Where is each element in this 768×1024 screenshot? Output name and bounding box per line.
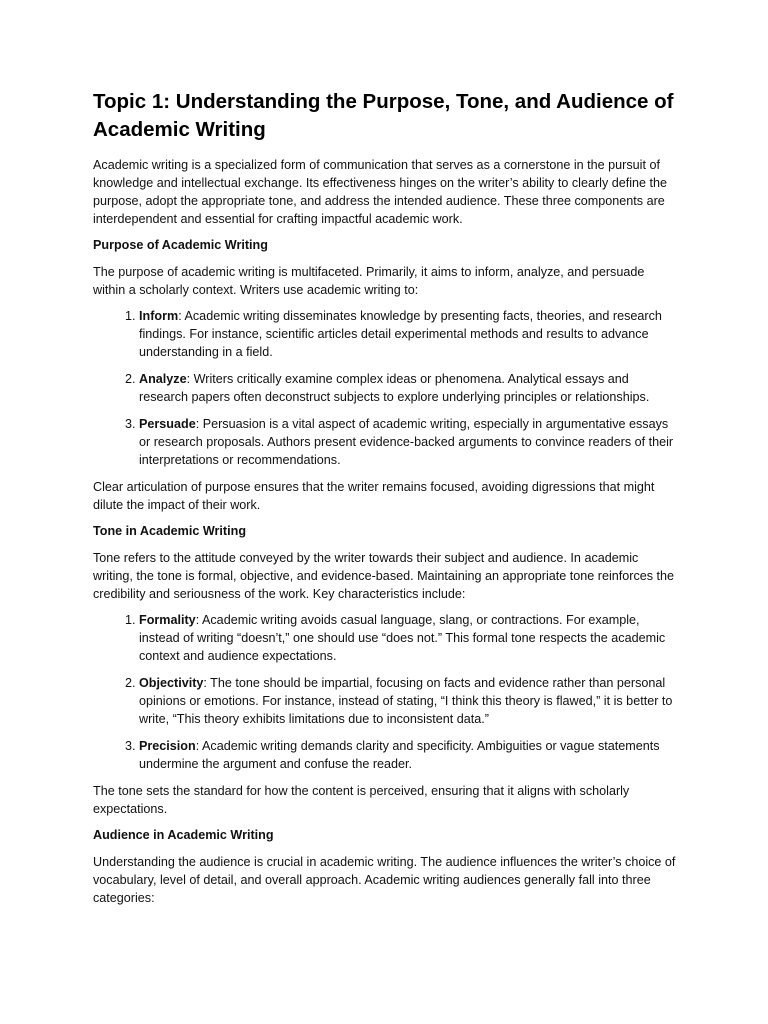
list-item-text: : Academic writing avoids casual language, slang, or contractions. For example, instead of writing “doesn’t,” one should use “does not.” This formal tone respects the academic context and audience expectations. (139, 613, 666, 663)
list-item-term: Objectivity (139, 676, 204, 690)
list-item-text: : Persuasion is a vital aspect of academic writing, especially in argumentative essays or research proposals. Authors present evidence-backed arguments to convince readers of their interpretations or recommendations. (139, 417, 674, 467)
intro-paragraph: Academic writing is a specialized form of communication that serves as a cornerstone in the pursuit of knowledge and intellectual exchange. Its effectiveness hinges on the writer’s ability to clearly define the purpose, adopt the appropriate tone, and address the intended audience. These three components are interdependent and essential for crafting impactful academic work. (93, 158, 668, 226)
purpose-conclusion: Clear articulation of purpose ensures that the writer remains focused, avoiding digressions that might dilute the impact of their work. (93, 480, 655, 512)
purpose-list (93, 307, 676, 469)
list-item-text: : Writers critically examine complex ideas or phenomena. Analytical essays and research papers often deconstruct subjects to explore underlying principles or relationships. (139, 372, 650, 404)
list-item (139, 674, 676, 728)
audience-heading: Audience in Academic Writing (93, 828, 274, 842)
list-item-term: Persuade (139, 417, 196, 431)
document-title: Topic 1: Understanding the Purpose, Tone, and Audience of Academic Writing (93, 90, 674, 141)
tone-list (93, 611, 676, 773)
tone-conclusion: The tone sets the standard for how the content is perceived, ensuring that it aligns with scholarly expectations. (93, 784, 630, 816)
list-item (139, 415, 676, 469)
tone-intro: Tone refers to the attitude conveyed by the writer towards their subject and audience. In academic writing, the tone is formal, objective, and evidence-based. Maintaining an appropriate tone reinforces the credibility and seriousness of the work. Key characteristics include: (93, 551, 675, 601)
list-item-text: : Academic writing demands clarity and specificity. Ambiguities or vague statements undermine the argument and confuse the reader. (139, 739, 660, 771)
list-item (139, 737, 676, 773)
list-item-term: Formality (139, 613, 196, 627)
list-item-term: Inform (139, 309, 179, 323)
list-item-text: : The tone should be impartial, focusing on facts and evidence rather than personal opinions or emotions. For instance, instead of stating, “I think this theory is flawed,” it is better to write, “This theory exhibits limitations due to inconsistent data.” (139, 676, 673, 726)
list-item (139, 611, 676, 665)
purpose-intro: The purpose of academic writing is multifaceted. Primarily, it aims to inform, analyze, and persuade within a scholarly context. Writers use academic writing to: (93, 265, 645, 297)
list-item-term: Analyze (139, 372, 187, 386)
list-item (139, 370, 676, 406)
list-item (139, 307, 676, 361)
tone-heading: Tone in Academic Writing (93, 524, 247, 538)
audience-intro: Understanding the audience is crucial in academic writing. The audience influences the writer’s choice of vocabulary, level of detail, and overall approach. Academic writing audiences generally fall into three categories: (93, 855, 676, 905)
list-item-term: Precision (139, 739, 196, 753)
list-item-text: : Academic writing disseminates knowledge by presenting facts, theories, and research findings. For instance, scientific articles detail experimental methods and results to advance understanding in a field. (139, 309, 662, 359)
purpose-heading: Purpose of Academic Writing (93, 238, 268, 252)
